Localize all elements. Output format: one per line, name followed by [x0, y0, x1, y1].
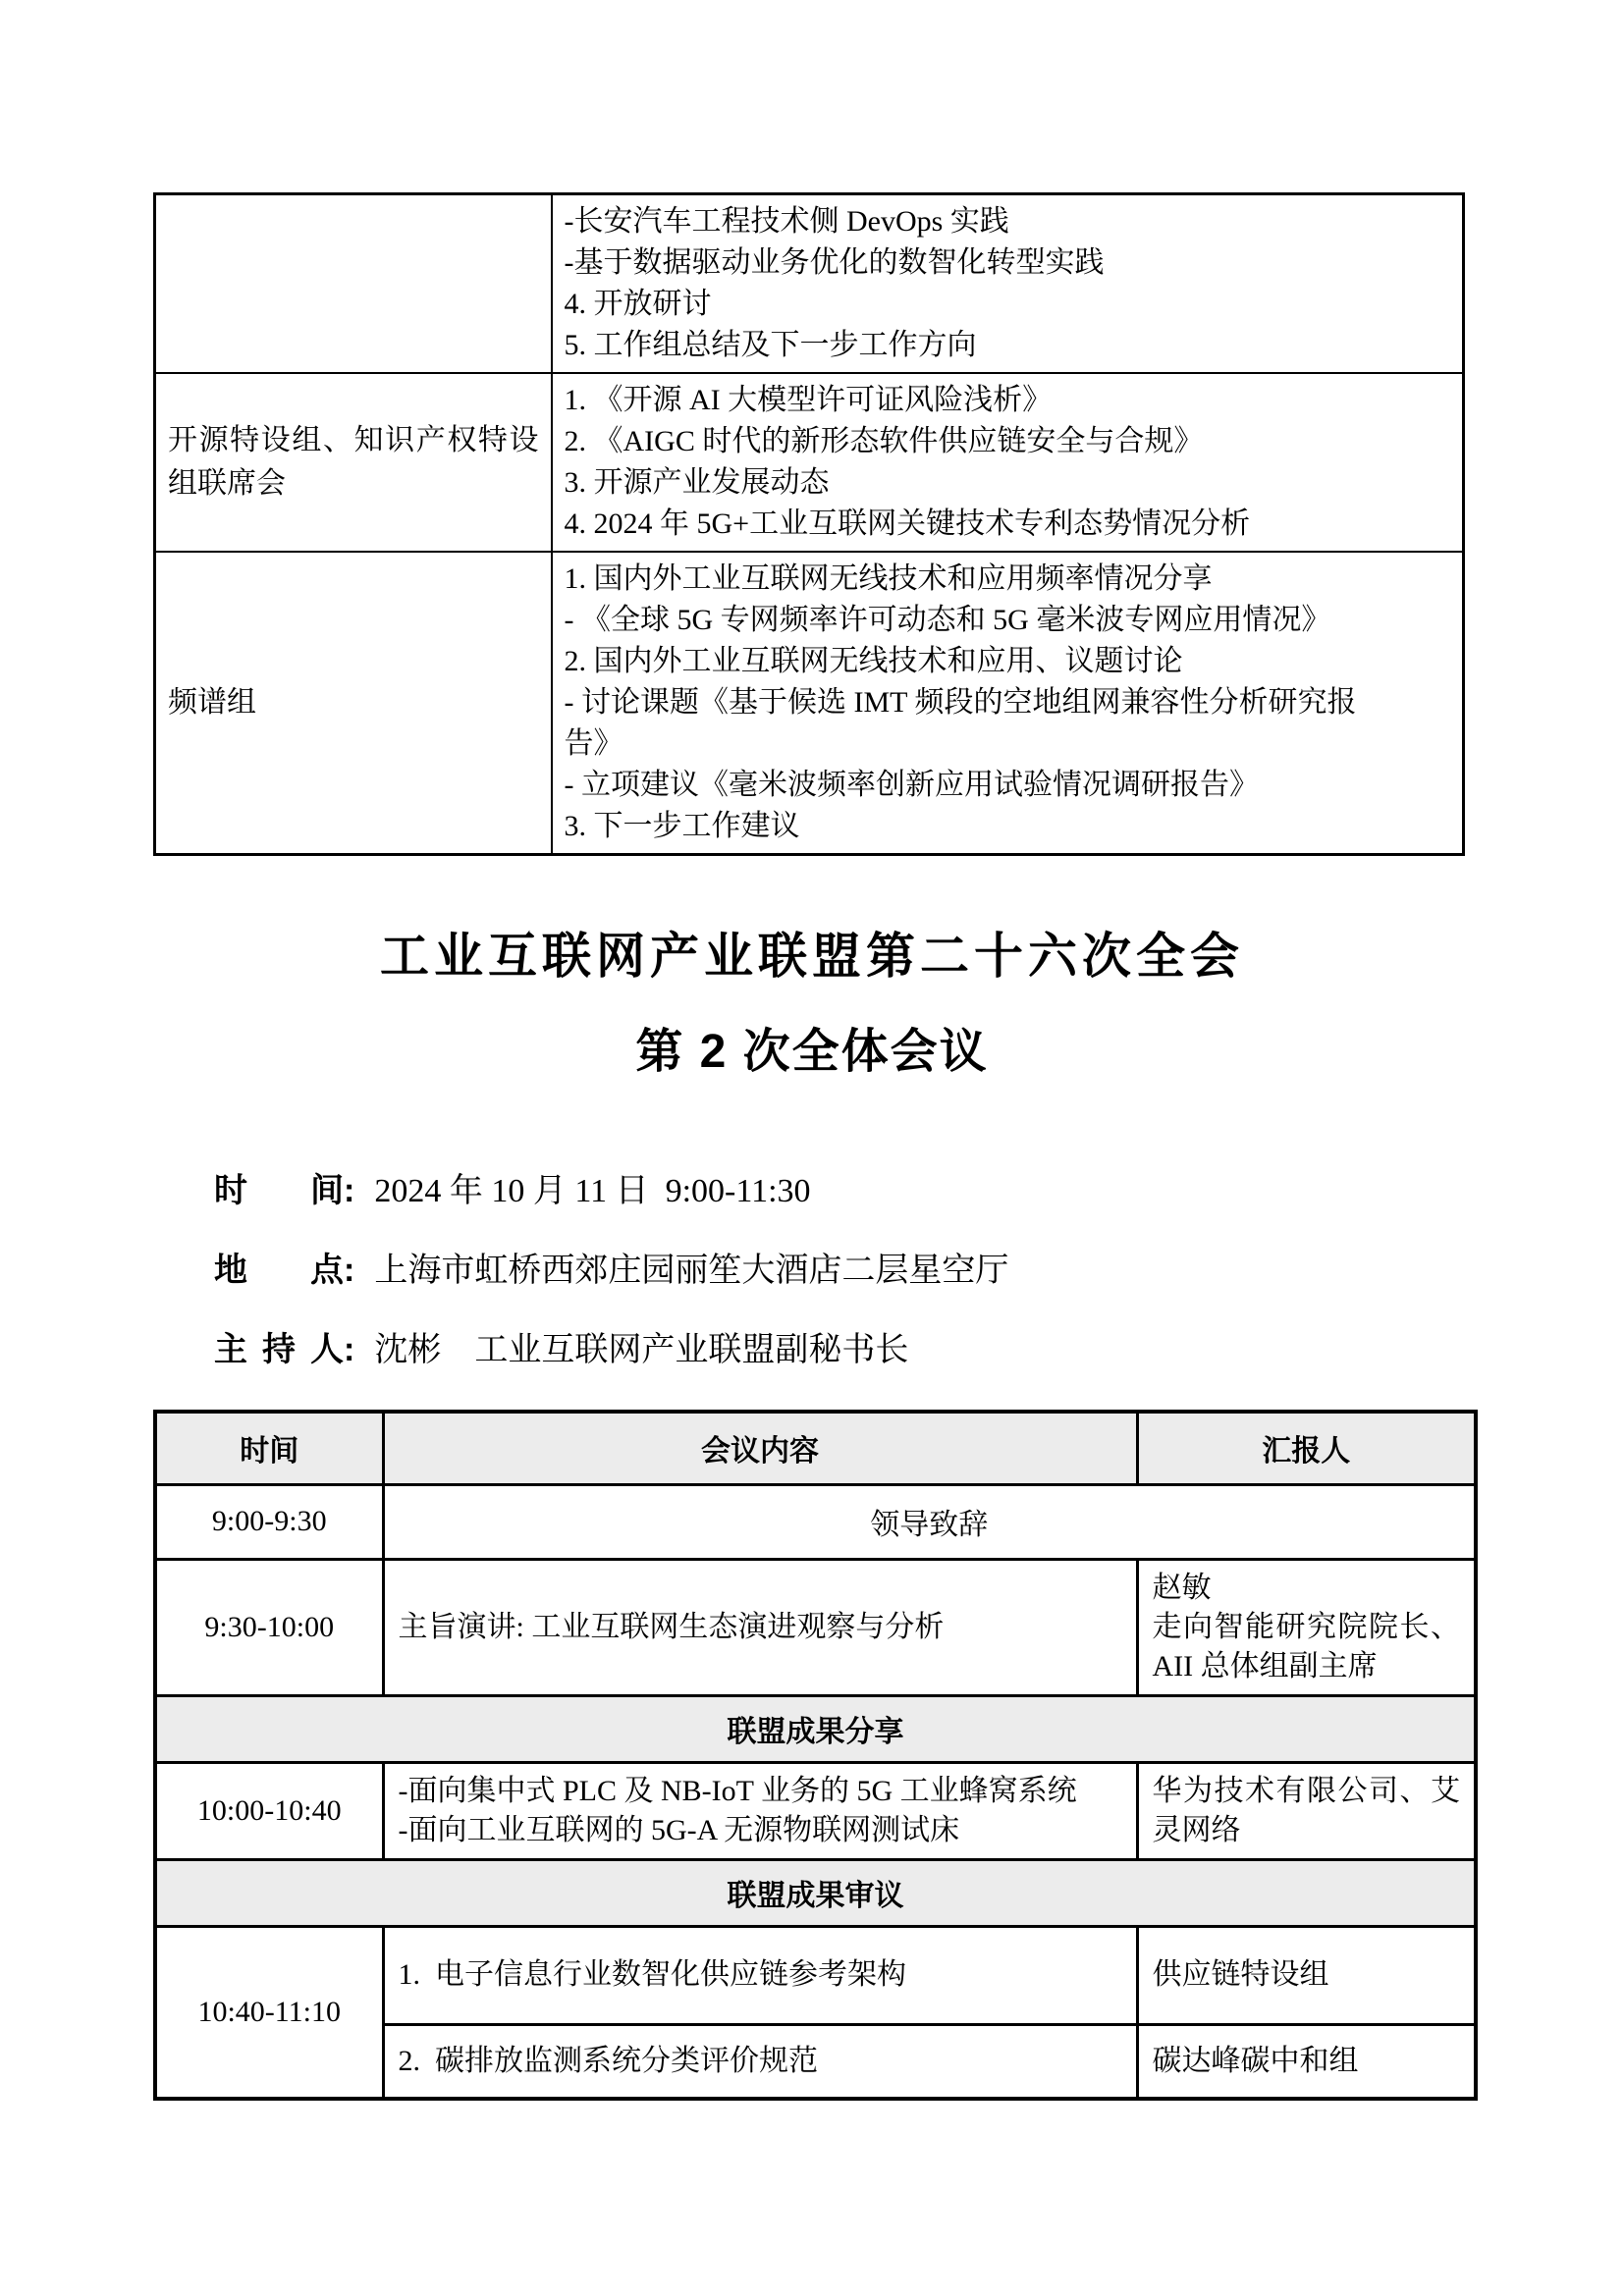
agenda-line: 2. 国内外工业互联网无线技术和应用、议题讨论: [564, 645, 1183, 677]
agenda-line: 告》: [564, 727, 623, 760]
reporter-name: 赵敏: [1152, 1571, 1212, 1604]
agenda-table: [153, 1410, 1478, 2101]
table-row-opening: [155, 1484, 1476, 1559]
reporter-cell: 供应链特设组: [1137, 1926, 1476, 2024]
table-row: [155, 552, 1464, 855]
agenda-line: -基于数据驱动业务优化的数智化转型实践: [564, 246, 1105, 279]
time-cell: 9:30-10:00: [155, 1559, 383, 1695]
content-cell: 领导致辞: [383, 1484, 1476, 1559]
page-title: 工业互联网产业联盟第二十六次全会: [380, 929, 1244, 984]
working-groups-table: [153, 192, 1465, 856]
meta-row-place: [214, 1251, 1471, 1291]
agenda-line: -长安汽车工程技术侧 DevOps 实践: [564, 205, 1009, 238]
table-row-review-item1: [155, 1926, 1476, 2024]
agenda-line: 1. 《开源 AI 大模型许可证风险浅析》: [564, 384, 1053, 416]
table-row-band-share: [155, 1695, 1476, 1762]
section-band: 联盟成果分享: [155, 1695, 1476, 1762]
table-row-keynote: [155, 1559, 1476, 1695]
meta-label-time: 时间: [214, 1172, 344, 1209]
table-row: [155, 373, 1464, 552]
agenda-line: 2. 《AIGC 时代的新形态软件供应链安全与合规》: [564, 425, 1204, 457]
content-cell: 1. 电子信息行业数智化供应链参考架构: [383, 1926, 1137, 2024]
meta-section: [214, 1171, 1471, 1370]
time-cell: 9:00-9:30: [155, 1484, 383, 1559]
meta-colon: :: [344, 1252, 355, 1289]
table-row: [155, 194, 1464, 374]
meta-value-time: 2024 年 10 月 11 日 9:00-11:30: [374, 1173, 811, 1209]
agenda-line: -面向集中式 PLC 及 NB-IoT 业务的 5G 工业蜂窝系统: [398, 1774, 1077, 1807]
meta-colon: :: [344, 1331, 355, 1368]
meta-label-host: 主持人: [214, 1331, 344, 1368]
meta-label-place: 地点: [214, 1252, 344, 1289]
content-cell: [383, 1762, 1137, 1859]
agenda-line: - 《全球 5G 专网频率许可动态和 5G 毫米波专网应用情况》: [564, 604, 1331, 636]
agenda-line: - 讨论课题《基于候选 IMT 频段的空地组网兼容性分析研究报: [564, 686, 1357, 719]
agenda-line: 1. 国内外工业互联网无线技术和应用频率情况分享: [564, 562, 1213, 595]
group-agenda-cell: [552, 373, 1464, 552]
table-row-band-review: [155, 1859, 1476, 1926]
page-subtitle: 第 2 次全体会议: [635, 1026, 989, 1078]
agenda-line: 5. 工作组总结及下一步工作方向: [564, 329, 977, 361]
agenda-line: 3. 下一步工作建议: [564, 810, 800, 842]
meta-colon: :: [344, 1172, 355, 1209]
group-name-cell: [155, 194, 552, 374]
reporter-title: 走向智能研究院院长、AII 总体组副主席: [1152, 1610, 1460, 1682]
group-agenda-cell: [552, 194, 1464, 374]
reporter-cell: [1137, 1559, 1476, 1695]
meta-value-place: 上海市虹桥西郊庄园丽笙大酒店二层星空厅: [374, 1253, 1009, 1289]
table-header-row: [155, 1412, 1476, 1484]
agenda-line: 3. 开源产业发展动态: [564, 466, 830, 499]
group-agenda-cell: [552, 552, 1464, 855]
meta-row-time: [214, 1171, 1471, 1211]
header-cell-time: 时间: [155, 1412, 383, 1484]
meta-value-host: 沈彬 工业互联网产业联盟副秘书长: [374, 1332, 909, 1368]
header-cell-reporter: 汇报人: [1137, 1412, 1476, 1484]
time-cell: 10:00-10:40: [155, 1762, 383, 1859]
group-name-cell: 频谱组: [155, 552, 552, 855]
agenda-line: 4. 2024 年 5G+工业互联网关键技术专利态势情况分析: [564, 507, 1251, 540]
content-cell: 主旨演讲: 工业互联网生态演进观察与分析: [383, 1559, 1137, 1695]
agenda-line: -面向工业互联网的 5G-A 无源物联网测试床: [398, 1813, 960, 1846]
reporter-cell: 碳达峰碳中和组: [1137, 2024, 1476, 2099]
content-cell: 2. 碳排放监测系统分类评价规范: [383, 2024, 1137, 2099]
meta-row-host: [214, 1330, 1471, 1370]
agenda-line: - 立项建议《毫米波频率创新应用试验情况调研报告》: [564, 769, 1259, 801]
time-cell: 10:40-11:10: [155, 1926, 383, 2099]
agenda-line: 4. 开放研讨: [564, 288, 712, 320]
section-band: 联盟成果审议: [155, 1859, 1476, 1926]
group-name-cell: 开源特设组、知识产权特设组联席会: [155, 373, 552, 552]
reporter-cell: 华为技术有限公司、艾灵网络: [1137, 1762, 1476, 1859]
header-cell-content: 会议内容: [383, 1412, 1137, 1484]
table-row-share: [155, 1762, 1476, 1859]
